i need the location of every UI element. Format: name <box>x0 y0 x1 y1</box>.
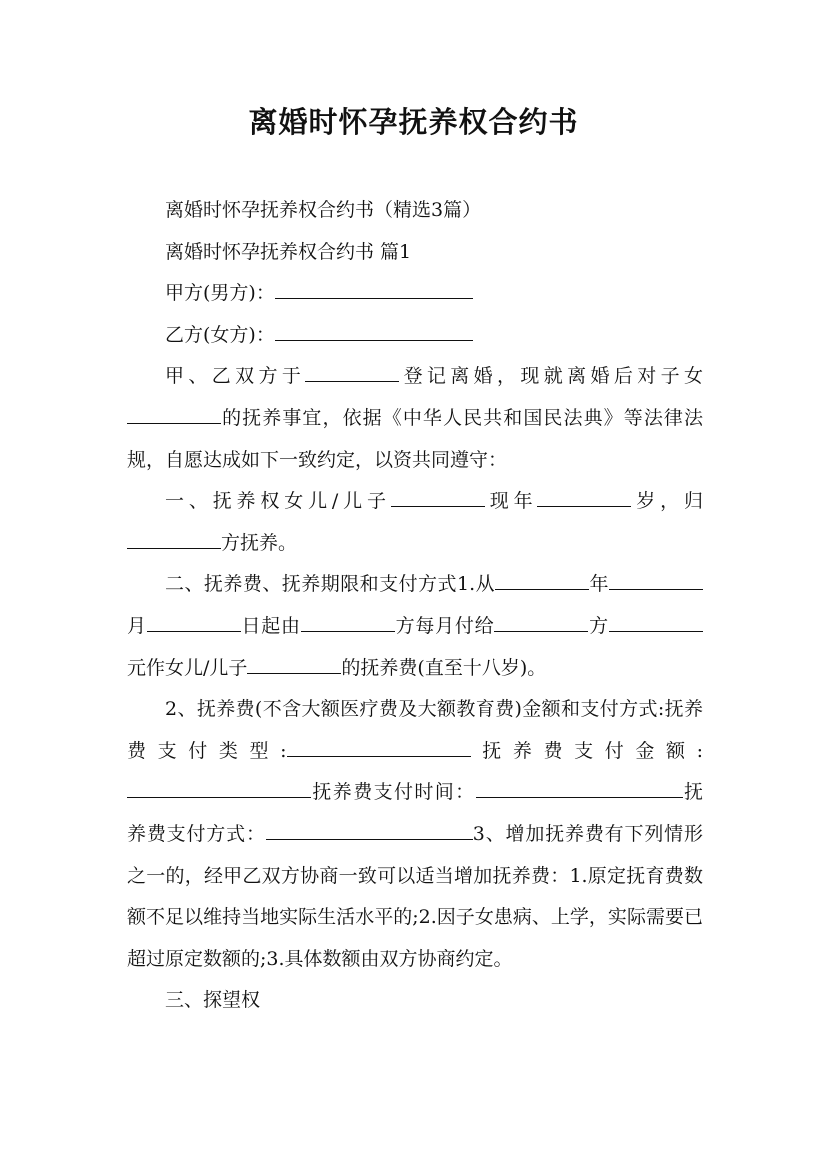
payment-amount-blank[interactable] <box>127 796 311 798</box>
clause-3-heading: 三、探望权 <box>165 989 261 1012</box>
custody-party-blank[interactable] <box>127 547 221 549</box>
clause-2-text-7: 元作女儿/儿子 <box>127 656 248 679</box>
party-b-label: 乙方(女方)： <box>165 323 275 346</box>
section-heading: 离婚时怀孕抚养权合约书 篇1 <box>165 240 412 263</box>
child-name-blank-2[interactable] <box>391 505 485 507</box>
clause-2b-text-1: 2、抚养费(不含大额医疗费及大额教育费)金额和支付方式:抚养费支付类型: <box>127 698 703 762</box>
start-day-blank[interactable] <box>147 630 241 632</box>
amount-blank[interactable] <box>609 630 703 632</box>
payer-blank[interactable] <box>301 630 395 632</box>
start-month-blank[interactable] <box>609 588 703 590</box>
clause-2-text-3: 月 <box>127 614 147 637</box>
clause-2b-text-4: 抚养费支付方式： <box>127 781 703 845</box>
payee-blank[interactable] <box>494 630 588 632</box>
clause-2b-text-3: 抚养费支付时间： <box>311 781 476 804</box>
clause-2-text-8: 的抚养费(直至十八岁)。 <box>341 656 547 679</box>
party-a-label: 甲方(男方)： <box>165 282 275 305</box>
clause-1-text-1: 一、抚养权女儿/儿子 <box>165 490 391 513</box>
intro-paragraph <box>127 356 703 481</box>
party-a-line <box>127 273 703 315</box>
child-name-blank-3[interactable] <box>247 672 341 674</box>
start-year-blank[interactable] <box>495 588 589 590</box>
payment-method-blank[interactable] <box>266 838 473 840</box>
document-subtitle: 离婚时怀孕抚养权合约书（精选3篇） <box>165 199 482 221</box>
clause-2 <box>127 564 703 689</box>
document-title: 离婚时怀孕抚养权合约书 <box>248 105 579 139</box>
payment-time-blank[interactable] <box>476 796 683 798</box>
clause-2b-text-5: 3、增加抚养费有下列情形之一的，经甲乙双方协商一致可以适当增加抚养费：1.原定抚育费数额不足以维持当地实际生活水平的;2.因子女患病、上学，实际需要已超过原定数额的;3.具体数额由双方协商约定。 <box>127 822 703 970</box>
clause-1-text-3: 岁，归 <box>631 490 703 513</box>
clause-2-text-5: 方每月付给 <box>394 614 495 637</box>
clause-2b-text-2: 抚养费支付金额: <box>470 739 704 762</box>
child-name-blank[interactable] <box>127 422 221 424</box>
clause-2-text-4: 日起由 <box>240 614 301 637</box>
party-b-blank[interactable] <box>275 339 473 341</box>
party-b-line <box>127 315 703 357</box>
clause-2-text-1: 二、抚养费、抚养期限和支付方式1.从 <box>165 573 496 596</box>
intro-text-2: 登记离婚，现就离婚后对子女 <box>399 365 703 388</box>
intro-text-1: 甲、乙双方于 <box>165 365 306 388</box>
clause-1-text-4: 方抚养。 <box>221 531 298 554</box>
child-age-blank[interactable] <box>537 505 631 507</box>
party-a-blank[interactable] <box>275 297 473 299</box>
payment-type-blank[interactable] <box>287 755 471 757</box>
clause-1 <box>127 481 703 564</box>
clause-1-text-2: 现年 <box>484 490 538 513</box>
clause-2-text-2: 年 <box>589 573 609 596</box>
clause-2-text-6: 方 <box>588 614 609 637</box>
clause-2b <box>127 689 703 980</box>
intro-text-3: 的抚养事宜，依据《中华人民共和国民法典》等法律法规，自愿达成如下一致约定，以资共同遵守： <box>127 406 703 471</box>
divorce-date-blank[interactable] <box>305 380 399 382</box>
document-body <box>127 190 703 1022</box>
